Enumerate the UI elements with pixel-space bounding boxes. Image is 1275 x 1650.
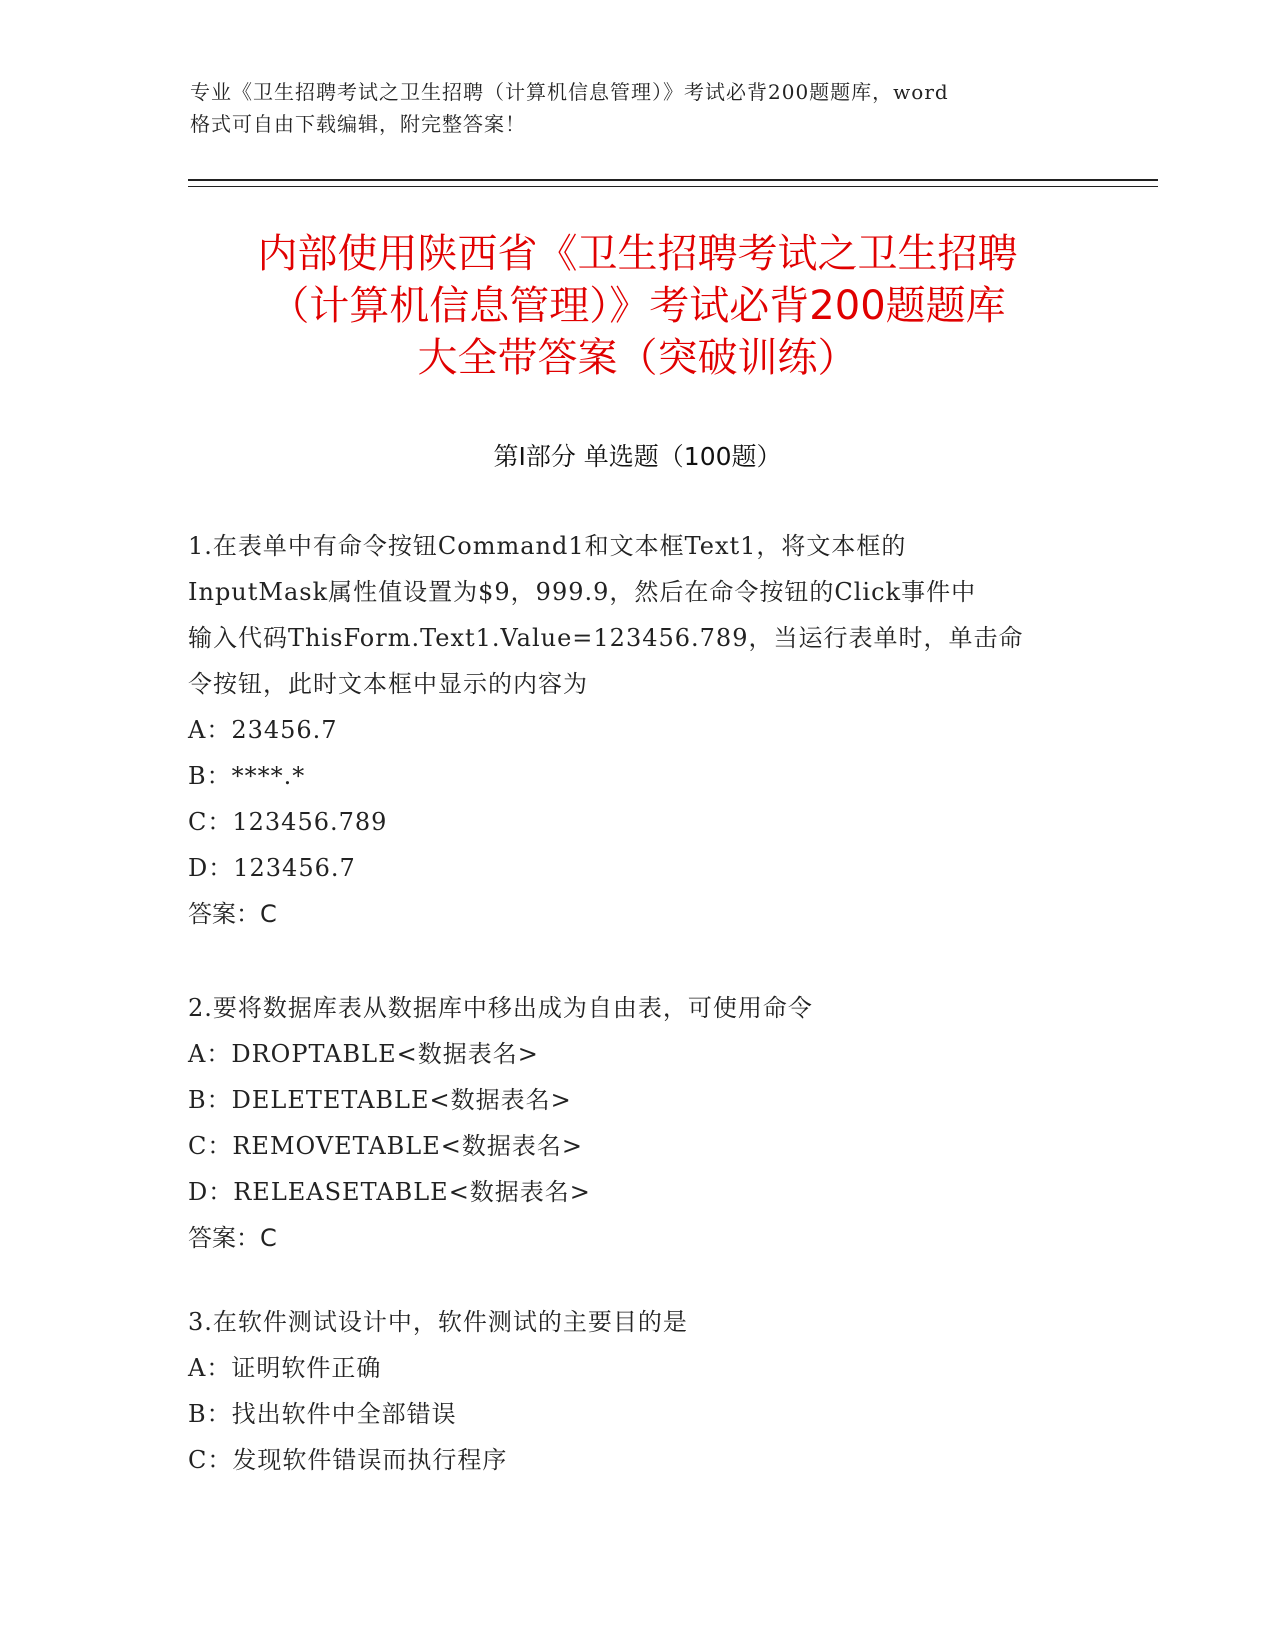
header-note-line2: 格式可自由下载编辑，附完整答案！ [190, 112, 526, 136]
option-c: C：发现软件错误而执行程序 [188, 1446, 508, 1474]
header-rule-thick [188, 179, 1158, 181]
question-stem-line: 3.在软件测试设计中，软件测试的主要目的是 [188, 1308, 688, 1336]
question-stem-line: 令按钮，此时文本框中显示的内容为 [188, 670, 588, 698]
question-stem-line: 1.在表单中有命令按钮Command1和文本框Text1，将文本框的 [188, 532, 907, 560]
question-stem-line: 2.要将数据库表从数据库中移出成为自由表，可使用命令 [188, 994, 813, 1022]
option-b: B：****.* [188, 762, 306, 790]
question-3 [188, 1299, 1088, 1483]
option-b: B：找出软件中全部错误 [188, 1400, 457, 1428]
answer-label: 答案：C [188, 900, 277, 928]
option-a: A：证明软件正确 [188, 1354, 382, 1382]
option-c: C：123456.789 [188, 808, 388, 836]
answer-label: 答案：C [188, 1224, 277, 1252]
title-line1: 内部使用陕西省《卫生招聘考试之卫生招聘 [257, 231, 1018, 277]
option-d: D：123456.7 [188, 854, 356, 882]
header-note [190, 76, 1090, 140]
option-a: A：DROPTABLE<数据表名> [188, 1040, 539, 1068]
section-title: 第Ⅰ部分 单选题（100题） [493, 442, 782, 471]
question-2 [188, 985, 1088, 1261]
option-b: B：DELETETABLE<数据表名> [188, 1086, 572, 1114]
option-c: C：REMOVETABLE<数据表名> [188, 1132, 583, 1160]
title-line2: （计算机信息管理）》考试必背200题题库 [269, 283, 1006, 329]
document-title [160, 228, 1115, 384]
header-note-line1: 专业《卫生招聘考试之卫生招聘（计算机信息管理）》考试必背200题题库，word [190, 80, 949, 104]
question-stem-line: InputMask属性值设置为$9，999.9，然后在命令按钮的Click事件中 [188, 578, 977, 606]
option-a: A：23456.7 [188, 716, 338, 744]
option-d: D：RELEASETABLE<数据表名> [188, 1178, 591, 1206]
title-line3: 大全带答案（突破训练） [417, 335, 858, 381]
header-rule-thin [188, 186, 1158, 187]
question-1 [188, 523, 1088, 937]
question-stem-line: 输入代码ThisForm.Text1.Value=123456.789，当运行表单时，单击命 [188, 624, 1024, 652]
